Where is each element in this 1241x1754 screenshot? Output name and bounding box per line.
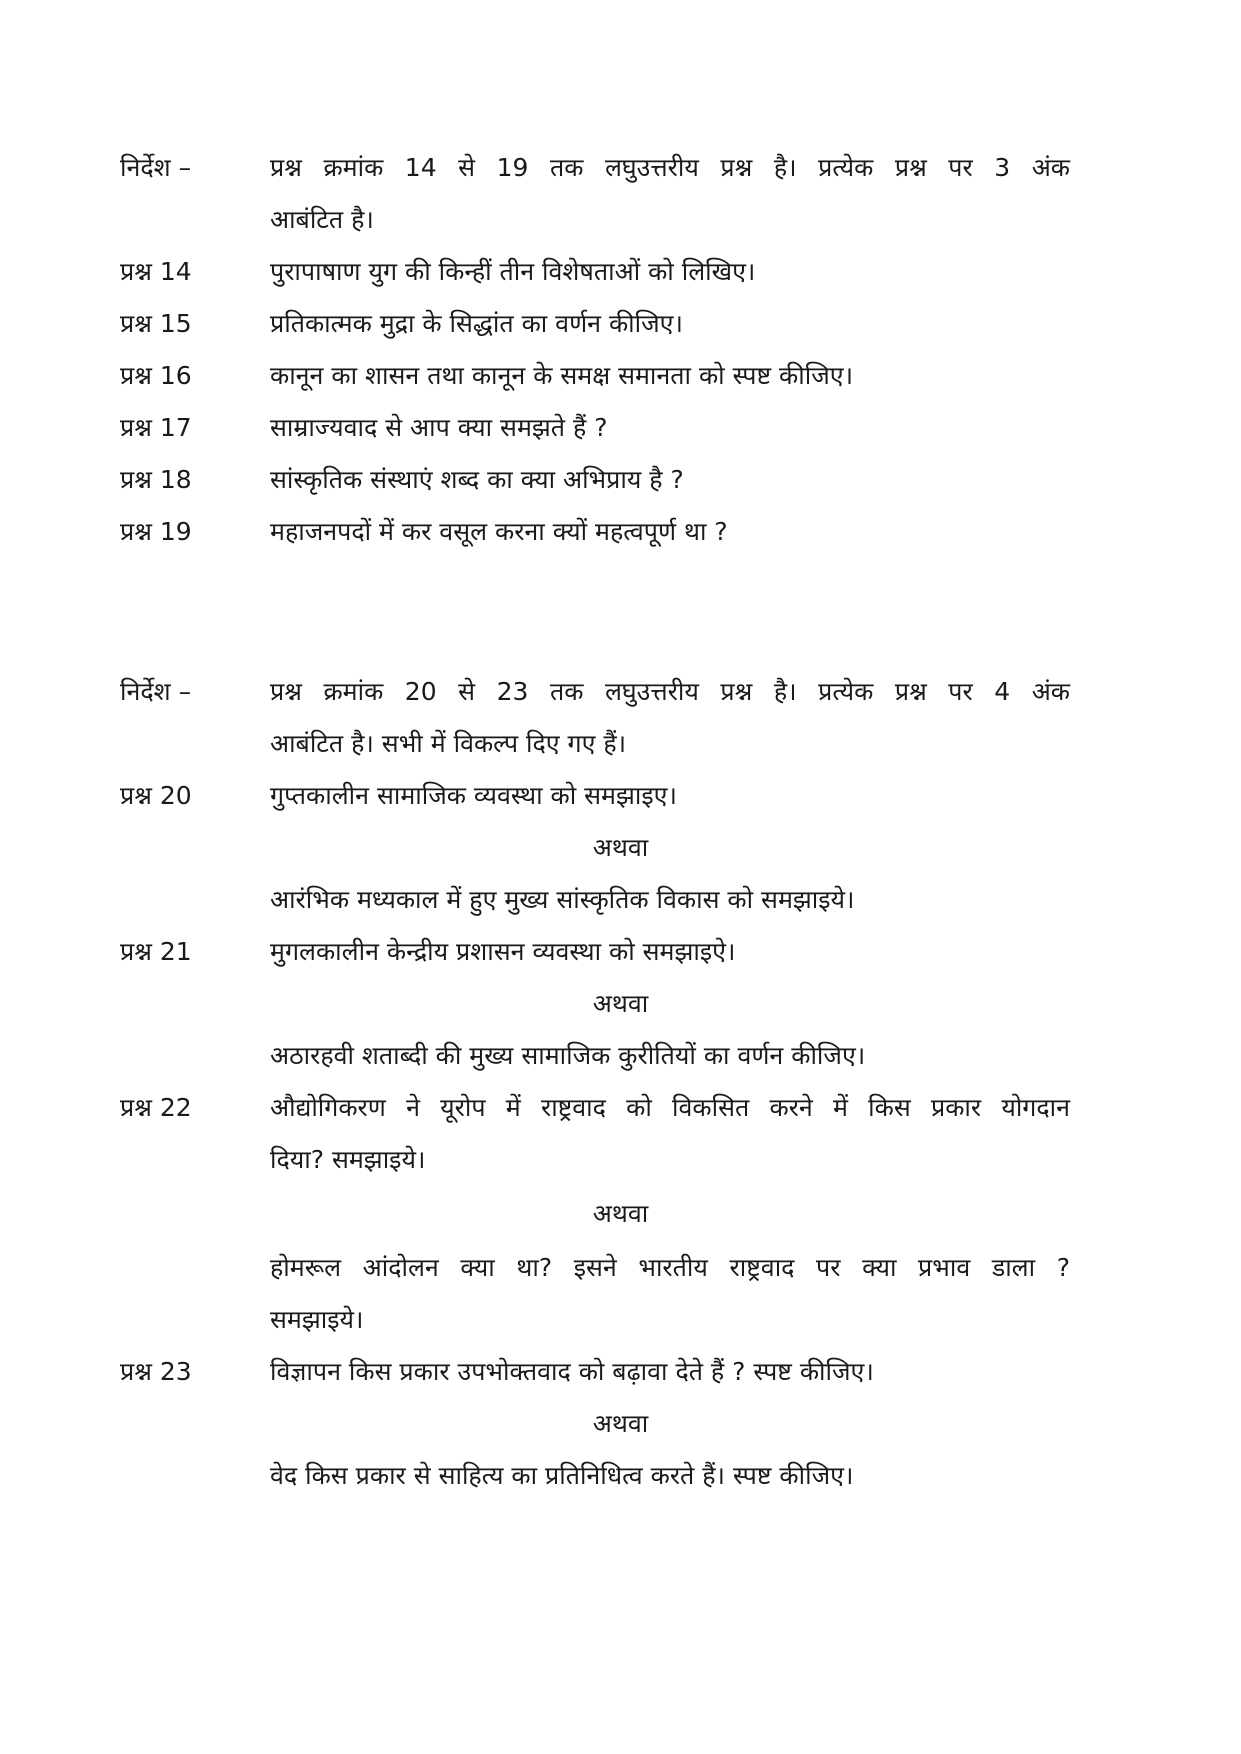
question-text: गुप्तकालीन सामाजिक व्यवस्था को समझाइए। xyxy=(270,781,677,810)
question-alt-text-line2: समझाइये। xyxy=(270,1305,364,1334)
question-row-22-cont xyxy=(0,1134,1241,1186)
question-alt-20 xyxy=(0,874,1241,926)
question-text: साम्राज्यवाद से आप क्या समझते हैं ? xyxy=(270,413,608,442)
question-label: प्रश्न 23 xyxy=(120,1357,192,1386)
question-label: प्रश्न 17 xyxy=(120,413,192,442)
question-alt-text: आरंभिक मध्यकाल में हुए मुख्य सांस्कृतिक विकास को समझाइये। xyxy=(270,885,855,914)
question-text-line1: औद्योगिकरण ने यूरोप में राष्ट्रवाद को विकसित करने में किस प्रकार योगदान xyxy=(270,1093,1070,1122)
or-text: अथवा xyxy=(592,989,649,1018)
instruction-text-line2: आबंटित है। सभी में विकल्प दिए गए हैं। xyxy=(270,729,627,758)
question-alt-text: वेद किस प्रकार से साहित्य का प्रतिनिधित्व करते हैं। स्पष्ट कीजिए। xyxy=(270,1461,854,1490)
instruction-label: निर्देश – xyxy=(120,677,192,706)
or-text: अथवा xyxy=(592,1409,649,1438)
section2-instruction xyxy=(0,666,1241,718)
question-text: सांस्कृतिक संस्थाएं शब्द का क्या अभिप्राय है ? xyxy=(270,465,684,494)
question-row-21 xyxy=(0,926,1241,978)
question-text: प्रतिकात्मक मुद्रा के सिद्धांत का वर्णन कीजिए। xyxy=(270,309,683,338)
question-alt-text-line1: होमरूल आंदोलन क्या था? इसने भारतीय राष्ट्रवाद पर क्या प्रभाव डाला ? xyxy=(270,1253,1070,1282)
or-separator xyxy=(0,1188,1241,1240)
question-row-16 xyxy=(0,350,1241,402)
question-alt-22-cont xyxy=(0,1294,1241,1346)
question-label: प्रश्न 15 xyxy=(120,309,192,338)
or-separator xyxy=(0,1398,1241,1450)
or-text: अथवा xyxy=(592,833,649,862)
question-row-20 xyxy=(0,770,1241,822)
question-text: मुगलकालीन केन्द्रीय प्रशासन व्यवस्था को समझाइऐ। xyxy=(270,937,736,966)
or-separator xyxy=(0,822,1241,874)
question-label: प्रश्न 21 xyxy=(120,937,192,966)
question-label: प्रश्न 14 xyxy=(120,257,192,286)
question-row-22 xyxy=(0,1082,1241,1134)
question-text: कानून का शासन तथा कानून के समक्ष समानता को स्पष्ट कीजिए। xyxy=(270,361,854,390)
question-text: पुरापाषाण युग की किन्हीं तीन विशेषताओं को लिखिए। xyxy=(270,257,756,286)
or-text: अथवा xyxy=(592,1199,649,1228)
question-label: प्रश्न 19 xyxy=(120,517,192,546)
section1-instruction xyxy=(0,142,1241,194)
question-row-14 xyxy=(0,246,1241,298)
question-row-19 xyxy=(0,506,1241,558)
question-alt-21 xyxy=(0,1030,1241,1082)
question-row-18 xyxy=(0,454,1241,506)
question-label: प्रश्न 22 xyxy=(120,1093,192,1122)
or-separator xyxy=(0,978,1241,1030)
question-alt-23 xyxy=(0,1450,1241,1502)
question-text: महाजनपदों में कर वसूल करना क्यों महत्वपूर्ण था ? xyxy=(270,517,728,546)
question-alt-22 xyxy=(0,1242,1241,1294)
section2-instruction-cont xyxy=(0,718,1241,770)
question-label: प्रश्न 18 xyxy=(120,465,192,494)
section1-instruction-cont xyxy=(0,194,1241,246)
question-label: प्रश्न 16 xyxy=(120,361,192,390)
question-text-line2: दिया? समझाइये। xyxy=(270,1145,426,1174)
question-row-15 xyxy=(0,298,1241,350)
instruction-label: निर्देश – xyxy=(120,153,192,182)
question-alt-text: अठारहवी शताब्दी की मुख्य सामाजिक कुरीतियों का वर्णन कीजिए। xyxy=(270,1041,866,1070)
question-text: विज्ञापन किस प्रकार उपभोक्तवाद को बढ़ावा देते हैं ? स्पष्ट कीजिए। xyxy=(270,1357,874,1386)
instruction-text-line2: आबंटित है। xyxy=(270,205,374,234)
instruction-text-line1: प्रश्न क्रमांक 14 से 19 तक लघुउत्तरीय प्रश्न है। प्रत्येक प्रश्न पर 3 अंक xyxy=(270,153,1070,182)
question-row-23 xyxy=(0,1346,1241,1398)
question-label: प्रश्न 20 xyxy=(120,781,192,810)
question-row-17 xyxy=(0,402,1241,454)
instruction-text-line1: प्रश्न क्रमांक 20 से 23 तक लघुउत्तरीय प्रश्न है। प्रत्येक प्रश्न पर 4 अंक xyxy=(270,677,1070,706)
